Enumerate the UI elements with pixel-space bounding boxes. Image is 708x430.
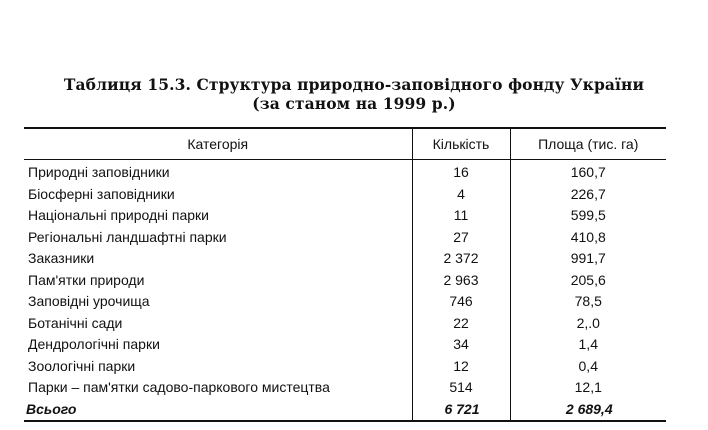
header-category: Категорія bbox=[24, 128, 412, 160]
header-count: Кількість bbox=[412, 128, 510, 160]
row-category: Національні природні парки bbox=[28, 207, 209, 223]
row-category: Регіональні ландшафтні парки bbox=[28, 228, 227, 245]
table-row bbox=[24, 160, 666, 184]
table-row bbox=[24, 313, 666, 335]
row-category: Дендрологічні парки bbox=[28, 336, 160, 352]
row-count: 22 bbox=[412, 313, 510, 335]
row-count: 27 bbox=[412, 227, 510, 249]
row-count: 746 bbox=[412, 291, 510, 313]
header-area: Площа (тис. га) bbox=[510, 128, 666, 160]
total-area: 2 689,4 bbox=[510, 399, 666, 422]
row-area: 0,4 bbox=[510, 356, 666, 378]
total-count: 6 721 bbox=[412, 399, 510, 422]
table-row bbox=[24, 291, 666, 313]
table-row bbox=[24, 270, 666, 292]
table-row bbox=[24, 334, 666, 356]
row-count: 34 bbox=[412, 334, 510, 356]
table-caption-title: Таблиця 15.3. Структура природно-заповідного фонду України bbox=[63, 75, 645, 94]
row-count: 16 bbox=[412, 160, 510, 184]
row-area: 226,7 bbox=[510, 184, 666, 206]
row-category: Пам'ятки природи bbox=[28, 271, 145, 288]
row-count: 12 bbox=[412, 356, 510, 378]
row-area: 599,5 bbox=[510, 205, 666, 227]
table-header-row bbox=[24, 128, 666, 160]
row-count: 514 bbox=[412, 377, 510, 399]
row-category: Природні заповідники bbox=[28, 164, 170, 180]
row-count: 11 bbox=[412, 205, 510, 227]
row-area: 78,5 bbox=[510, 291, 666, 313]
table-total-row bbox=[24, 399, 666, 422]
row-category: Парки – пам'ятки садово-паркового мистецтва bbox=[28, 379, 330, 395]
row-area: 205,6 bbox=[510, 270, 666, 292]
row-count: 4 bbox=[412, 184, 510, 206]
protected-areas-table bbox=[24, 127, 666, 422]
table-caption-date: (за станом на 1999 р.) bbox=[252, 94, 456, 113]
row-category: Біосферні заповідники bbox=[28, 185, 175, 202]
row-count: 2 963 bbox=[412, 270, 510, 292]
row-category: Ботанічні сади bbox=[28, 314, 123, 331]
table-row bbox=[24, 184, 666, 206]
row-category: Заказники bbox=[28, 250, 95, 266]
row-area: 2,.0 bbox=[510, 313, 666, 335]
table-row bbox=[24, 227, 666, 249]
row-area: 1,4 bbox=[510, 334, 666, 356]
table-row bbox=[24, 248, 666, 270]
row-count: 2 372 bbox=[412, 248, 510, 270]
table-row bbox=[24, 205, 666, 227]
row-category: Зоологічні парки bbox=[28, 357, 136, 374]
table-row bbox=[24, 377, 666, 399]
row-area: 991,7 bbox=[510, 248, 666, 270]
row-area: 12,1 bbox=[510, 377, 666, 399]
row-area: 410,8 bbox=[510, 227, 666, 249]
row-area: 160,7 bbox=[510, 160, 666, 184]
table-row bbox=[24, 356, 666, 378]
row-category: Заповідні урочища bbox=[28, 293, 150, 309]
total-label: Всього bbox=[24, 399, 412, 422]
